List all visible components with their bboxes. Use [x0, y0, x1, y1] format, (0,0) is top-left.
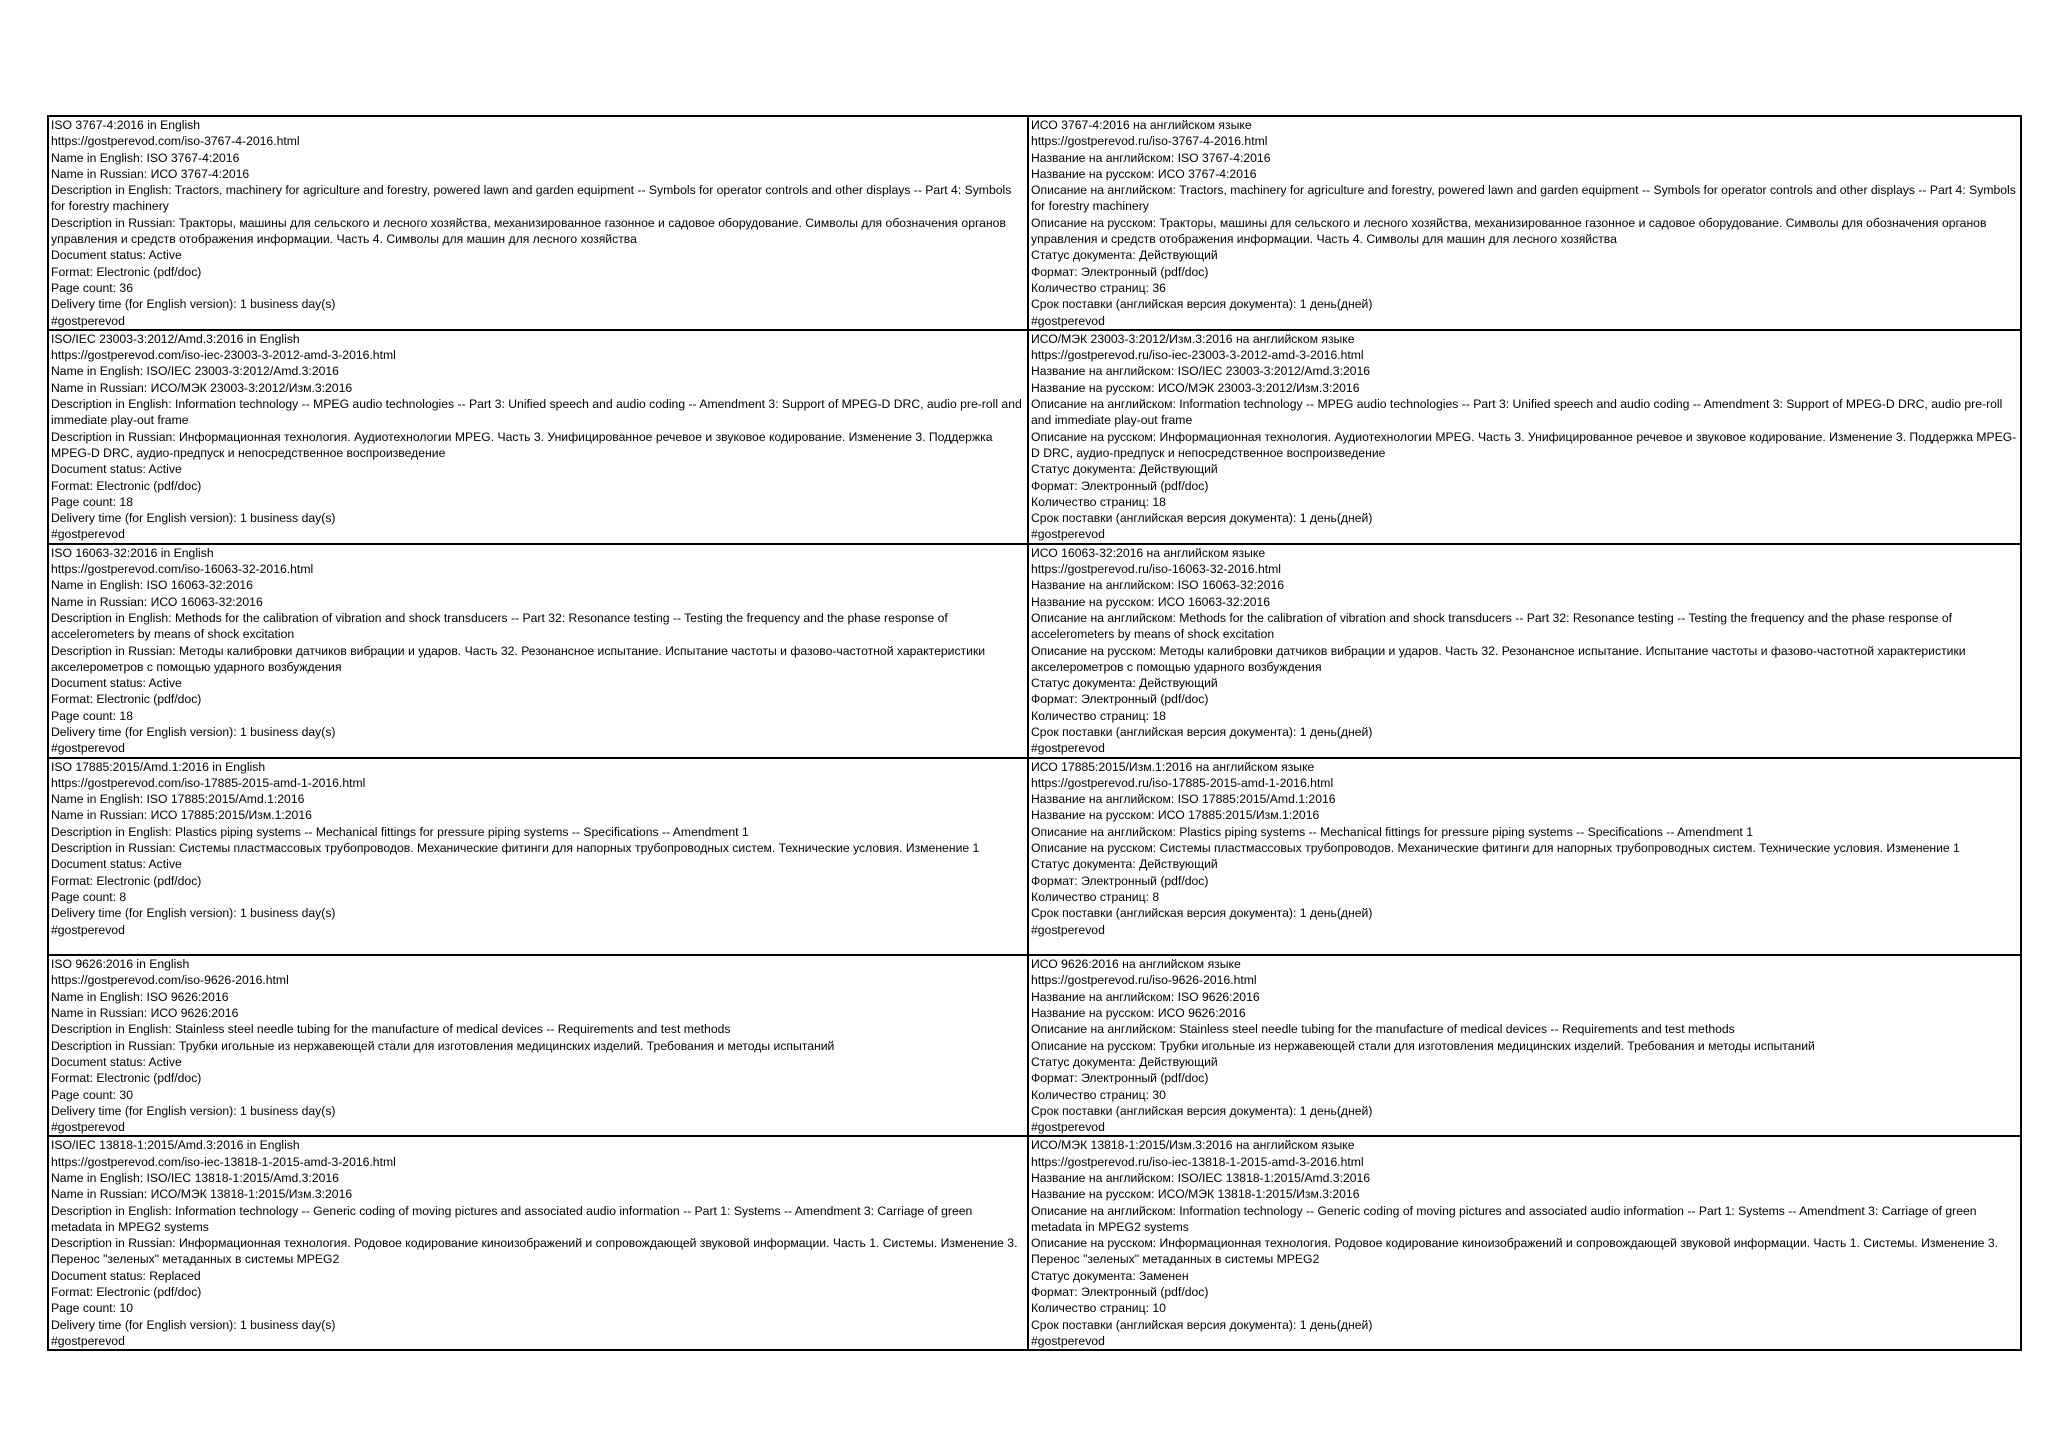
- record-title: ISO 9626:2016 in English: [51, 957, 190, 972]
- english-record-cell: [48, 955, 1028, 1136]
- record-name-russian: Name in Russian: ИСО/МЭК 23003-3:2012/Изм.3:2016: [51, 380, 353, 395]
- record-url[interactable]: https://gostperevod.ru/iso-16063-32-2016.html: [1031, 562, 1281, 577]
- record-name-english: Name in English: ISO 3767-4:2016: [51, 150, 240, 165]
- record-description-russian: Описание на русском: Информационная технология. Аудиотехнологии MPEG. Часть 3. Унифицированное речевое и звуковое кодирование. Изменение 3. Поддержка MPEG-D DRC, аудио-предпуск и непосредственное воспроизведение: [1031, 429, 2017, 460]
- record-url[interactable]: https://gostperevod.ru/iso-3767-4-2016.html: [1031, 134, 1268, 149]
- record-description-russian: Описание на русском: Тракторы, машины для сельского и лесного хозяйства, механизированное газонное и садовое оборудование. Символы для обозначения органов управления и средств отображения информации. Часть 4. Символы для машин для лесного хозяйства: [1031, 215, 1987, 247]
- record-description-english: Description in English: Information technology -- MPEG audio technologies -- Part 3: Unified speech and audio coding -- Amendment 3: Support of MPEG-D DRC, audio pre-roll and immediate play-out frame: [51, 397, 1022, 428]
- record-url[interactable]: https://gostperevod.ru/iso-17885-2015-amd-1-2016.html: [1031, 775, 1334, 790]
- record-name-russian: Name in Russian: ИСО 9626:2016: [51, 1006, 239, 1021]
- record-description-russian: Description in Russian: Информационная технология. Родовое кодирование киноизображений и сопровождающей звуковой информации. Часть 1. Системы. Изменение 3. Перенос "зеленых" метаданных в системы MPEG2: [51, 1236, 1018, 1267]
- russian-record-cell: [1028, 116, 2021, 330]
- record-format: Формат: Электронный (pdf/doc): [1031, 264, 1209, 279]
- record-hashtag: #gostperevod: [1031, 313, 1105, 328]
- record-delivery-time: Срок поставки (английская версия документа): 1 день(дней): [1031, 511, 1373, 526]
- record-title: ИСО 16063-32:2016 на английском языке: [1031, 545, 1266, 560]
- russian-record-cell: [1028, 544, 2021, 758]
- record-description-russian: Описание на русском: Методы калибровки датчиков вибрации и ударов. Часть 32. Резонансное испытание. Испытание частоты и фазово-частотной характеристики акселерометров с помощью ударного возбуждения: [1031, 643, 1966, 674]
- record-hashtag: #gostperevod: [51, 922, 125, 937]
- record-document-status: Статус документа: Действующий: [1031, 857, 1218, 872]
- table-row: [48, 1136, 2021, 1350]
- record-page-count: Количество страниц: 8: [1031, 889, 1160, 904]
- record-name-russian: Name in Russian: ИСО/МЭК 13818-1:2015/Изм.3:2016: [51, 1187, 353, 1202]
- record-format: Format: Electronic (pdf/doc): [51, 692, 202, 707]
- english-record-cell: [48, 330, 1028, 544]
- english-record-cell: [48, 544, 1028, 758]
- record-document-status: Document status: Active: [51, 676, 182, 691]
- record-url[interactable]: https://gostperevod.com/iso-iec-13818-1-2015-amd-3-2016.html: [51, 1154, 396, 1169]
- record-format: Формат: Электронный (pdf/doc): [1031, 692, 1209, 707]
- record-name-russian: Название на русском: ИСО 17885:2015/Изм.1:2016: [1031, 808, 1320, 823]
- record-description-english: Описание на английском: Information technology -- Generic coding of moving pictures and associated audio information -- Part 1: Systems -- Amendment 3: Carriage of green metadata in MPEG2 systems: [1031, 1203, 1977, 1234]
- record-description-russian: Description in Russian: Методы калибровки датчиков вибрации и ударов. Часть 32. Резонансное испытание. Испытание частоты и фазово-частотной характеристики акселерометров с помощью ударного возбуждения: [51, 643, 986, 674]
- record-page-count: Количество страниц: 18: [1031, 708, 1166, 723]
- record-title: ISO 3767-4:2016 in English: [51, 118, 201, 132]
- russian-record-cell: [1028, 1136, 2021, 1350]
- record-format: Format: Electronic (pdf/doc): [51, 873, 202, 888]
- record-delivery-time: Срок поставки (английская версия документа): 1 день(дней): [1031, 906, 1373, 921]
- blank-line: [1031, 938, 2018, 954]
- record-document-status: Статус документа: Заменен: [1031, 1268, 1189, 1283]
- record-name-english: Name in English: ISO/IEC 13818-1:2015/Amd.3:2016: [51, 1171, 339, 1185]
- record-hashtag: #gostperevod: [51, 313, 125, 328]
- record-name-russian: Название на русском: ИСО/МЭК 13818-1:2015/Изм.3:2016: [1031, 1187, 1360, 1202]
- record-delivery-time: Delivery time (for English version): 1 business day(s): [51, 1317, 336, 1332]
- record-hashtag: #gostperevod: [1031, 741, 1105, 756]
- record-name-english: Name in English: ISO/IEC 23003-3:2012/Amd.3:2016: [51, 364, 339, 379]
- record-delivery-time: Срок поставки (английская версия документа): 1 день(дней): [1031, 1317, 1373, 1332]
- record-title: ИСО/МЭК 13818-1:2015/Изм.3:2016 на английском языке: [1031, 1138, 1355, 1153]
- record-document-status: Статус документа: Действующий: [1031, 462, 1218, 477]
- record-name-russian: Название на русском: ИСО 3767-4:2016: [1031, 166, 1257, 181]
- record-format: Format: Electronic (pdf/doc): [51, 264, 202, 279]
- record-document-status: Document status: Replaced: [51, 1268, 201, 1283]
- record-hashtag: #gostperevod: [1031, 1333, 1105, 1348]
- record-hashtag: #gostperevod: [1031, 527, 1105, 542]
- record-description-russian: Description in Russian: Трубки игольные из нержавеющей стали для изготовления медицинских изделий. Требования и методы испытаний: [51, 1038, 835, 1053]
- english-record-cell: [48, 758, 1028, 956]
- table-row: [48, 544, 2021, 758]
- record-delivery-time: Delivery time (for English version): 1 business day(s): [51, 906, 336, 921]
- record-page-count: Page count: 36: [51, 280, 133, 295]
- record-format: Format: Electronic (pdf/doc): [51, 1071, 202, 1086]
- record-page-count: Page count: 18: [51, 494, 133, 509]
- record-title: ISO/IEC 23003-3:2012/Amd.3:2016 in English: [51, 331, 300, 346]
- record-document-status: Document status: Active: [51, 248, 182, 263]
- record-name-english: Название на английском: ISO/IEC 23003-3:2012/Amd.3:2016: [1031, 364, 1371, 379]
- record-url[interactable]: https://gostperevod.ru/iso-iec-13818-1-2015-amd-3-2016.html: [1031, 1154, 1364, 1169]
- blank-line: [51, 938, 1025, 954]
- record-description-english: Описание на английском: Information technology -- MPEG audio technologies -- Part 3: Unified speech and audio coding -- Amendment 3: Support of MPEG-D DRC, audio pre-roll and immediate play-out frame: [1031, 397, 2003, 428]
- record-hashtag: #gostperevod: [51, 741, 125, 756]
- record-name-russian: Name in Russian: ИСО 17885:2015/Изм.1:2016: [51, 808, 312, 823]
- record-name-english: Название на английском: ISO/IEC 13818-1:2015/Amd.3:2016: [1031, 1171, 1371, 1185]
- record-name-english: Name in English: ISO 16063-32:2016: [51, 578, 253, 593]
- record-name-english: Название на английском: ISO 3767-4:2016: [1031, 150, 1271, 165]
- record-url[interactable]: https://gostperevod.com/iso-3767-4-2016.html: [51, 134, 300, 149]
- record-format: Формат: Электронный (pdf/doc): [1031, 1071, 1209, 1086]
- record-page-count: Количество страниц: 18: [1031, 494, 1166, 509]
- record-document-status: Document status: Active: [51, 462, 182, 477]
- record-hashtag: #gostperevod: [51, 1333, 125, 1348]
- record-description-english: Описание на английском: Tractors, machinery for agriculture and forestry, powered lawn and garden equipment -- Symbols for operator controls and other displays -- Part 4: Symbols for forestry machinery: [1031, 183, 2016, 214]
- record-title: ISO/IEC 13818-1:2015/Amd.3:2016 in English: [51, 1138, 300, 1153]
- russian-record-cell: [1028, 758, 2021, 956]
- record-description-english: Description in English: Methods for the calibration of vibration and shock transducers -- Part 32: Resonance testing -- Testing the frequency and the phase response of accelerometers by means of shock excitation: [51, 610, 948, 642]
- record-name-english: Name in English: ISO 17885:2015/Amd.1:2016: [51, 792, 305, 807]
- record-delivery-time: Срок поставки (английская версия документа): 1 день(дней): [1031, 297, 1373, 312]
- record-name-russian: Название на русском: ИСО 16063-32:2016: [1031, 594, 1271, 609]
- record-format: Format: Electronic (pdf/doc): [51, 478, 202, 493]
- english-record-cell: [48, 116, 1028, 330]
- record-description-english: Описание на английском: Stainless steel needle tubing for the manufacture of medical devices -- Requirements and test methods: [1031, 1022, 1735, 1037]
- record-description-russian: Description in Russian: Информационная технология. Аудиотехнологии MPEG. Часть 3. Унифицированное речевое и звуковое кодирование. Изменение 3. Поддержка MPEG-D DRC, аудио-предпуск и непосредственное воспроизведение: [51, 429, 993, 460]
- record-name-russian: Name in Russian: ИСО 3767-4:2016: [51, 166, 250, 181]
- record-page-count: Page count: 18: [51, 708, 133, 723]
- record-format: Формат: Электронный (pdf/doc): [1031, 478, 1209, 493]
- record-url[interactable]: https://gostperevod.com/iso-16063-32-2016.html: [51, 562, 314, 577]
- record-hashtag: #gostperevod: [51, 1120, 125, 1135]
- record-description-english: Описание на английском: Methods for the calibration of vibration and shock transducers -- Part 32: Resonance testing -- Testing the frequency and the phase response of accelerometers by means of shock excitation: [1031, 610, 1953, 642]
- record-url[interactable]: https://gostperevod.com/iso-9626-2016.html: [51, 973, 289, 988]
- record-document-status: Статус документа: Действующий: [1031, 676, 1218, 691]
- record-hashtag: #gostperevod: [1031, 1120, 1105, 1135]
- record-delivery-time: Delivery time (for English version): 1 business day(s): [51, 511, 336, 526]
- record-name-english: Name in English: ISO 9626:2016: [51, 989, 229, 1004]
- record-delivery-time: Delivery time (for English version): 1 business day(s): [51, 297, 336, 312]
- standards-table: [47, 115, 2022, 1351]
- table-row: [48, 955, 2021, 1136]
- record-title: ИСО/МЭК 23003-3:2012/Изм.3:2016 на английском языке: [1031, 331, 1355, 346]
- record-name-russian: Name in Russian: ИСО 16063-32:2016: [51, 594, 263, 609]
- record-name-english: Название на английском: ISO 9626:2016: [1031, 989, 1260, 1004]
- table-row: [48, 758, 2021, 956]
- record-document-status: Document status: Active: [51, 857, 182, 872]
- english-record-cell: [48, 1136, 1028, 1350]
- record-document-status: Document status: Active: [51, 1054, 182, 1069]
- record-name-russian: Название на русском: ИСО 9626:2016: [1031, 1006, 1246, 1021]
- record-document-status: Статус документа: Действующий: [1031, 248, 1218, 263]
- record-url[interactable]: https://gostperevod.ru/iso-iec-23003-3-2012-amd-3-2016.html: [1031, 348, 1364, 363]
- record-page-count: Page count: 30: [51, 1087, 133, 1102]
- record-title: ISO 17885:2015/Amd.1:2016 in English: [51, 759, 266, 774]
- record-title: ISO 16063-32:2016 in English: [51, 545, 214, 560]
- record-page-count: Page count: 8: [51, 889, 127, 904]
- record-page-count: Количество страниц: 36: [1031, 280, 1166, 295]
- record-document-status: Статус документа: Действующий: [1031, 1054, 1218, 1069]
- standards-table-body: [48, 116, 2021, 1350]
- record-description-russian: Описание на русском: Трубки игольные из нержавеющей стали для изготовления медицинских изделий. Требования и методы испытаний: [1031, 1038, 1815, 1053]
- record-format: Format: Electronic (pdf/doc): [51, 1285, 202, 1300]
- record-title: ИСО 3767-4:2016 на английском языке: [1031, 118, 1252, 132]
- russian-record-cell: [1028, 955, 2021, 1136]
- record-delivery-time: Delivery time (for English version): 1 business day(s): [51, 724, 336, 739]
- record-title: ИСО 9626:2016 на английском языке: [1031, 957, 1241, 972]
- record-delivery-time: Срок поставки (английская версия документа): 1 день(дней): [1031, 724, 1373, 739]
- record-page-count: Количество страниц: 10: [1031, 1301, 1166, 1316]
- record-url[interactable]: https://gostperevod.ru/iso-9626-2016.html: [1031, 973, 1257, 988]
- table-row: [48, 330, 2021, 544]
- record-description-english: Description in English: Plastics piping systems -- Mechanical fittings for pressure piping systems -- Specifications -- Amendment 1: [51, 824, 749, 839]
- record-url[interactable]: https://gostperevod.com/iso-17885-2015-amd-1-2016.html: [51, 775, 366, 790]
- record-title: ИСО 17885:2015/Изм.1:2016 на английском языке: [1031, 759, 1315, 774]
- russian-record-cell: [1028, 330, 2021, 544]
- record-description-russian: Description in Russian: Тракторы, машины для сельского и лесного хозяйства, механизированное газонное и садовое оборудование. Символы для обозначения органов управления и средств отображения информации. Часть 4. Символы для машин для лесного хозяйства: [51, 215, 1006, 247]
- record-page-count: Page count: 10: [51, 1301, 133, 1316]
- record-format: Формат: Электронный (pdf/doc): [1031, 1285, 1209, 1300]
- record-description-russian: Description in Russian: Системы пластмассовых трубопроводов. Механические фитинги для напорных трубопроводных систем. Технические условия. Изменение 1: [51, 841, 980, 856]
- record-name-english: Название на английском: ISO 16063-32:2016: [1031, 578, 1285, 593]
- record-delivery-time: Срок поставки (английская версия документа): 1 день(дней): [1031, 1103, 1373, 1118]
- record-hashtag: #gostperevod: [1031, 922, 1105, 937]
- record-description-english: Description in English: Tractors, machinery for agriculture and forestry, powered lawn and garden equipment -- Symbols for operator controls and other displays -- Part 4: Symbols for forestry machinery: [51, 183, 1012, 214]
- record-format: Формат: Электронный (pdf/doc): [1031, 873, 1209, 888]
- record-delivery-time: Delivery time (for English version): 1 business day(s): [51, 1103, 336, 1118]
- record-name-english: Название на английском: ISO 17885:2015/Amd.1:2016: [1031, 792, 1336, 807]
- record-page-count: Количество страниц: 30: [1031, 1087, 1166, 1102]
- record-description-english: Description in English: Information technology -- Generic coding of moving pictures and associated audio information -- Part 1: Systems -- Amendment 3: Carriage of green metadata in MPEG2 systems: [51, 1203, 973, 1234]
- record-description-russian: Описание на русском: Информационная технология. Родовое кодирование киноизображений и сопровождающей звуковой информации. Часть 1. Системы. Изменение 3. Перенос "зеленых" метаданных в системы MPEG2: [1031, 1236, 1998, 1267]
- record-description-english: Описание на английском: Plastics piping systems -- Mechanical fittings for pressure piping systems -- Specifications -- Amendment 1: [1031, 824, 1753, 839]
- record-description-russian: Описание на русском: Системы пластмассовых трубопроводов. Механические фитинги для напорных трубопроводных систем. Технические условия. Изменение 1: [1031, 841, 1960, 856]
- record-url[interactable]: https://gostperevod.com/iso-iec-23003-3-2012-amd-3-2016.html: [51, 348, 396, 363]
- record-description-english: Description in English: Stainless steel needle tubing for the manufacture of medical devices -- Requirements and test methods: [51, 1022, 731, 1037]
- record-hashtag: #gostperevod: [51, 527, 125, 542]
- table-row: [48, 116, 2021, 330]
- record-name-russian: Название на русском: ИСО/МЭК 23003-3:2012/Изм.3:2016: [1031, 380, 1360, 395]
